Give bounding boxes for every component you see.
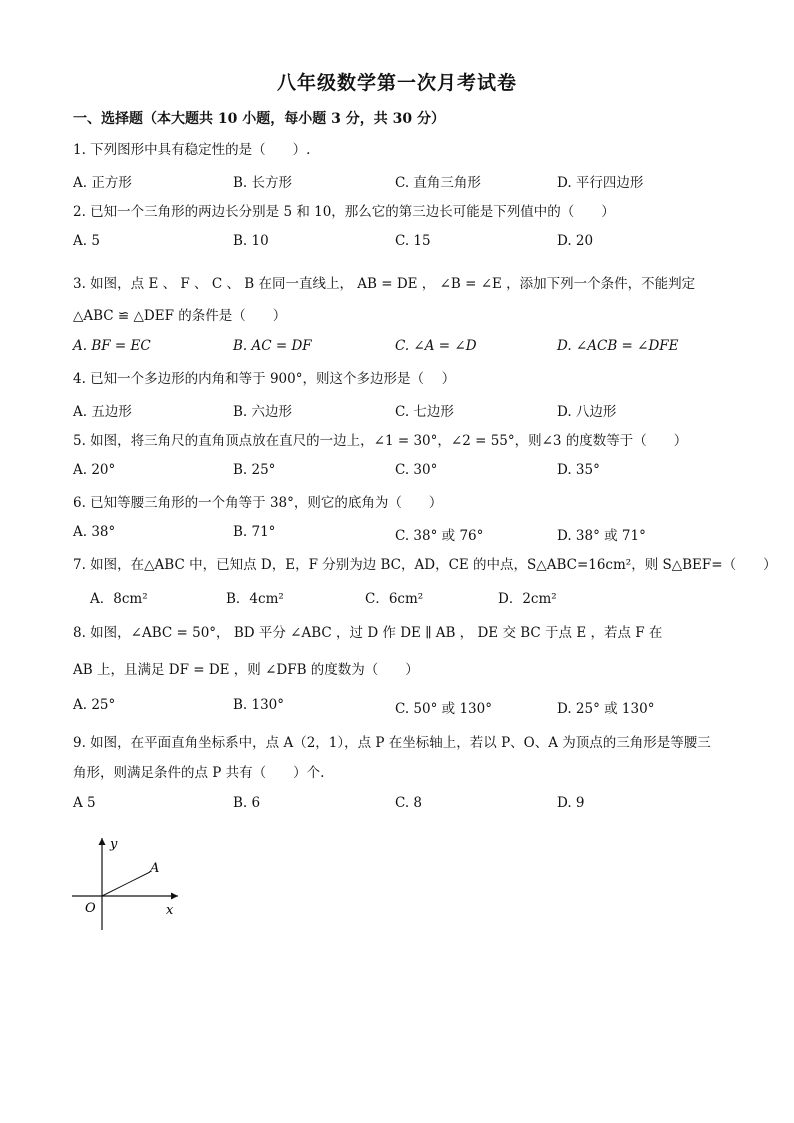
question-7-stem: 7. 如图，在△ABC 中，已知点 D，E，F 分别为边 BC，AD，CE 的中点，S△ABC=16cm²，则 S△BEF=（ ） [73, 557, 777, 573]
question-7-option-d: D．2cm² [498, 591, 557, 607]
question-5-option-c: C. 30° [395, 462, 438, 478]
question-9-option-b: B. 6 [233, 795, 261, 811]
question-7-option-b: B．4cm² [226, 591, 284, 607]
question-2-option-d: D. 20 [557, 233, 594, 249]
question-3-stem-line2: △ABC ≌ △DEF 的条件是（ ） [73, 308, 287, 324]
question-3-stem-line1: 3. 如图，点 E 、 F 、 C 、 B 在同一直线上， AB = DE ， ∠B = ∠E ，添加下列一个条件，不能判定 [73, 276, 696, 292]
question-4-option-c: C. 七边形 [395, 404, 454, 420]
question-7-option-c: C．6cm² [365, 591, 424, 607]
question-7-options [73, 587, 733, 607]
question-5-option-a: A. 20° [73, 462, 116, 478]
question-4-options [73, 400, 733, 420]
question-4-option-d: D. 八边形 [557, 404, 617, 420]
question-1-option-b: B. 长方形 [233, 175, 293, 191]
question-4-option-a: A. 五边形 [73, 404, 132, 420]
question-3-option-c: C. ∠A = ∠D [395, 338, 477, 354]
question-1-option-d: D. 平行四边形 [557, 175, 644, 191]
question-9-stem-line2: 角形，则满足条件的点 P 共有（ ）个. [73, 765, 325, 781]
question-5-option-b: B. 25° [233, 462, 276, 478]
question-3-option-b: B. AC = DF [233, 338, 312, 354]
question-1-option-c: C. 直角三角形 [395, 175, 481, 191]
y-axis-label: y [110, 837, 118, 852]
origin-label: O [85, 901, 96, 916]
question-9-option-a: A 5 [73, 795, 96, 811]
question-8-options [73, 697, 733, 717]
question-8-option-d: D. 25° 或 130° [557, 701, 655, 717]
question-1-option-a: A. 正方形 [73, 175, 132, 191]
x-axis-label: x [166, 903, 174, 918]
question-6-option-d: D. 38° 或 71° [557, 528, 646, 544]
question-5-stem: 5. 如图，将三角尺的直角顶点放在直尺的一边上，∠1 = 30°，∠2 = 55°，则∠3 的度数等于（ ） [73, 433, 688, 449]
question-8-stem-line2: AB 上，且满足 DF = DE ，则 ∠DFB 的度数为（ ） [73, 662, 419, 678]
question-1-stem: 1. 下列图形中具有稳定性的是（ ）. [73, 142, 311, 158]
question-4-option-b: B. 六边形 [233, 404, 293, 420]
coordinate-figure [72, 832, 192, 936]
question-2-option-b: B. 10 [233, 233, 269, 249]
question-4-stem: 4. 已知一个多边形的内角和等于 900°，则这个多边形是（ ） [73, 371, 456, 387]
question-6-stem: 6. 已知等腰三角形的一个角等于 38°，则它的底角为（ ） [73, 495, 443, 511]
question-8-option-c: C. 50° 或 130° [395, 701, 492, 717]
question-7-option-a: A．8cm² [90, 591, 148, 607]
question-6-option-a: A. 38° [73, 524, 116, 540]
question-6-option-b: B. 71° [233, 524, 276, 540]
question-8-option-a: A. 25° [73, 697, 116, 713]
question-2-stem: 2. 已知一个三角形的两边长分别是 5 和 10，那么它的第三边长可能是下列值中的（ ） [73, 204, 615, 220]
question-5-options [73, 462, 733, 482]
question-2-options [73, 233, 733, 253]
question-8-stem-line1: 8. 如图，∠ABC = 50°， BD 平分 ∠ABC ，过 D 作 DE ∥ AB ， DE 交 BC 于点 E ，若点 F 在 [73, 625, 663, 641]
point-a-label: A [150, 861, 160, 876]
question-9-option-c: C. 8 [395, 795, 423, 811]
segment-oa [102, 872, 150, 896]
section-heading: 一、选择题（本大题共 10 小题，每小题 3 分，共 30 分） [73, 111, 445, 127]
question-9-option-d: D. 9 [557, 795, 585, 811]
question-5-option-d: D. 35° [557, 462, 600, 478]
question-6-option-c: C. 38° 或 76° [395, 528, 484, 544]
question-3-options [73, 338, 733, 358]
question-2-option-c: C. 15 [395, 233, 431, 249]
question-1-options [73, 171, 733, 191]
question-9-stem-line1: 9. 如图，在平面直角坐标系中，点 A（2，1），点 P 在坐标轴上，若以 P、O、A 为顶点的三角形是等腰三 [73, 735, 711, 751]
question-3-option-d: D. ∠ACB = ∠DFE [557, 338, 679, 354]
question-2-option-a: A. 5 [73, 233, 100, 249]
page-title: 八年级数学第一次月考试卷 [276, 72, 517, 94]
question-6-options [73, 524, 733, 544]
question-8-option-b: B. 130° [233, 697, 285, 713]
question-9-options [73, 795, 733, 815]
question-3-option-a: A. BF = EC [73, 338, 151, 354]
